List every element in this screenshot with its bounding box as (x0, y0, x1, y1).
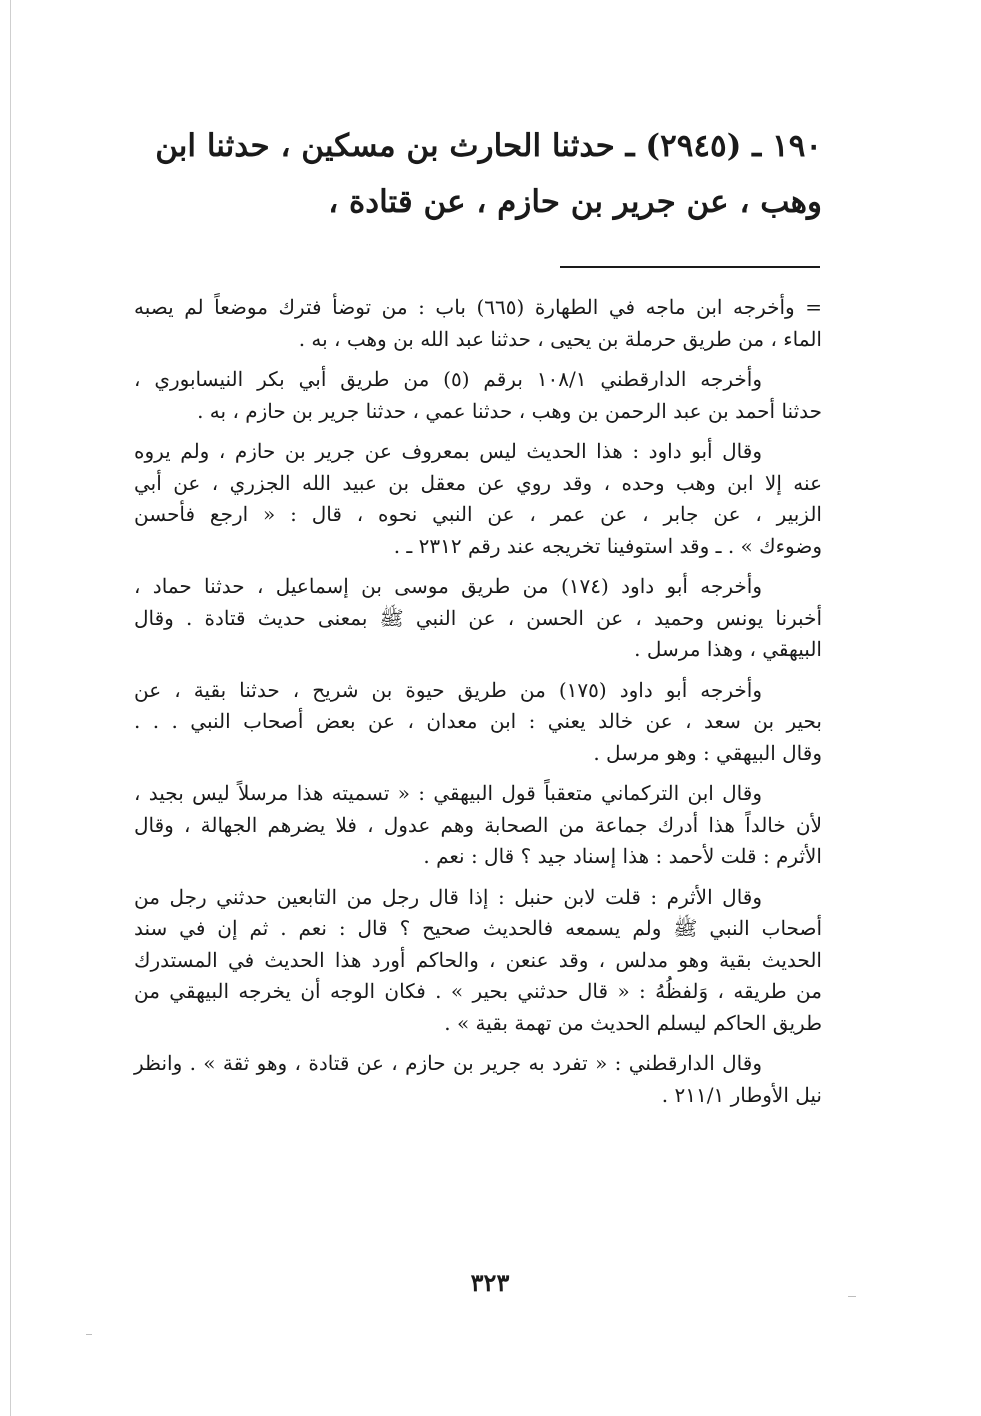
footnote-paragraph (134, 292, 822, 355)
page-binding-edge (10, 0, 11, 1416)
footnote-line: وقال الأثرم : قلت لابن حنبل : إذا قال رجل من التابعين حدثني رجل من (134, 884, 762, 909)
hadith-text (132, 118, 822, 230)
footnote-line: وأخرجه أبو داود (١٧٥) من طريق حيوة بن شريح ، حدثنا بقية ، عن (134, 677, 762, 702)
footnote-line: البيهقي ، وهذا مرسل . (634, 637, 822, 661)
scan-speck (86, 1334, 92, 1335)
page-number: ٣٢٣ (470, 1268, 510, 1297)
footnote-paragraph (134, 675, 822, 770)
footnote-line: بحير بن سعد ، عن خالد يعني : ابن معدان ، عن بعض أصحاب النبي . . . (134, 709, 822, 733)
footnote-paragraph (134, 778, 822, 873)
footnote-line: طريق الحاكم ليسلم الحديث من تهمة بقية » . (444, 1010, 822, 1035)
footnote-line: الماء ، من طريق حرملة بن يحيى ، حدثنا عبد الله بن وهب ، به . (298, 326, 822, 351)
footnote-paragraph (134, 364, 822, 427)
footnote-paragraph (134, 882, 822, 1040)
footnote-line: وأخرجه أبو داود (١٧٤) من طريق موسى بن إسماعيل ، حدثنا حماد ، (134, 574, 762, 598)
footnote-line: عنه إلا ابن وهب وحده ، وقد روي عن معقل بن عبيد الله الجزري ، عن أبي (134, 470, 822, 495)
footnote-line: لأن خالداً هذا أدرك جماعة من الصحابة وهم عدول ، فلا يضرهم الجهالة ، وقال (134, 812, 823, 837)
hadith-line-1: ١٩٠ ـ (٢٩٤٥) ـ حدثنا الحارث بن مسكين ، حدثنا ابن (155, 128, 822, 164)
footnote-line: وقال البيهقي : وهو مرسل . (593, 740, 822, 765)
footnote-line: الأثرم : قلت لأحمد : هذا إسناد جيد ؟ قال : نعم . (423, 844, 822, 868)
footnote-line: وقال ابن التركماني متعقباً قول البيهقي : « تسميته هذا مرسلاً ليس بجيد ، (134, 781, 762, 805)
footnotes (134, 292, 822, 1120)
footnote-line: من طريقه ، وَلفظُهُ : « قال حدثني بحير » . فكان الوجه أن يخرجه البيهقي من (134, 979, 822, 1003)
footnote-line: أصحاب النبي ﷺ ولم يسمعه فالحديث صحيح ؟ قال : نعم . ثم إن في سند (134, 916, 822, 940)
footnote-line: الزبير ، عن جابر ، عن عمر ، عن النبي نحوه ، قال : « ارجع فأحسن (134, 502, 822, 526)
hadith-line-2: وهب ، عن جرير بن حازم ، عن قتادة ، (328, 184, 822, 220)
scan-speck (848, 1296, 856, 1297)
footnote-line: وأخرجه الدارقطني ١٠٨/١ برقم (٥) من طريق أبي بكر النيسابوري ، (134, 367, 762, 391)
footnote-line: وقال أبو داود : هذا الحديث ليس بمعروف عن جرير بن حازم ، ولم يروه (134, 439, 762, 463)
footnote-line: حدثنا أحمد بن عبد الرحمن بن وهب ، حدثنا عمي ، حدثنا جرير بن حازم ، به . (197, 398, 822, 423)
footnote-line: وقال الدارقطني : « تفرد به جرير بن حازم ، عن قتادة ، وهو ثقة » . وانظر (134, 1051, 762, 1075)
footnote-line: الحديث بقية وهو مدلس ، وقد عنعن ، والحاكم أورد هذا الحديث في المستدرك (134, 947, 822, 972)
footnote-line: أخبرنا يونس وحميد ، عن الحسن ، عن النبي ﷺ بمعنى حديث قتادة . وقال (134, 605, 822, 630)
footnote-line: وضوءك » . ـ وقد استوفينا تخريجه عند رقم ٢٣١٢ ـ . (393, 533, 822, 558)
footnote-line: نيل الأوطار ٢١١/١ . (661, 1082, 822, 1107)
footnote-paragraph (134, 571, 822, 666)
footnote-separator (560, 266, 820, 268)
footnote-line: = وأخرجه ابن ماجه في الطهارة (٦٦٥) باب : من توضأ فترك موضعاً لم يصبه (134, 295, 822, 319)
footnote-paragraph (134, 436, 822, 562)
footnote-paragraph (134, 1048, 822, 1111)
